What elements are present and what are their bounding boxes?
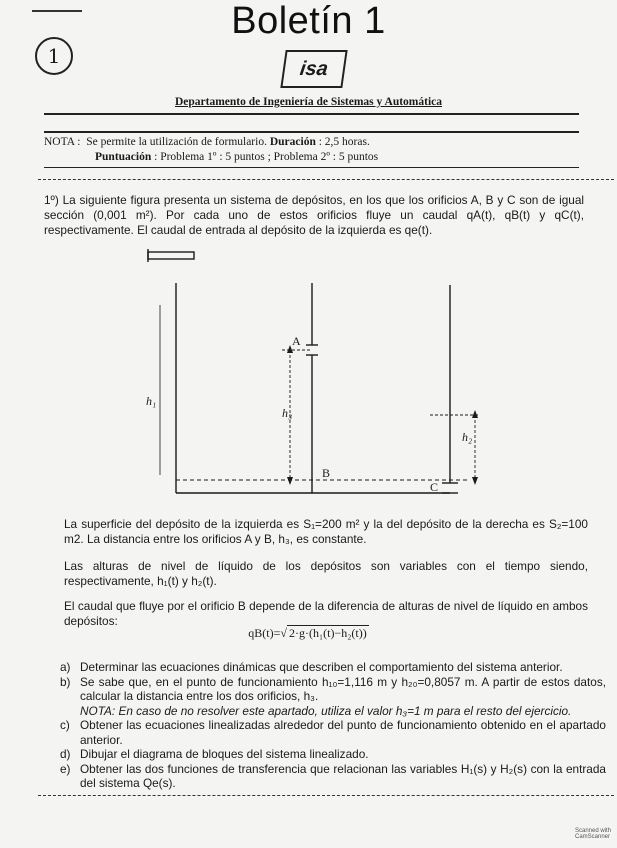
task-label: c) xyxy=(60,718,70,732)
score-label: Puntuación xyxy=(95,151,152,163)
list-item xyxy=(60,762,606,791)
problem-number-circle: 1 xyxy=(35,37,73,75)
label-c: C xyxy=(430,480,439,494)
duration-value: : 2,5 horas. xyxy=(318,136,370,148)
task-text: Determinar las ecuaciones dinámicas que describen el comportamiento del sistema anterior. xyxy=(80,660,563,674)
task-label: b) xyxy=(60,674,71,689)
scanner-watermark: Scanned with CamScanner xyxy=(575,828,612,840)
score-value: : Problema 1º : 5 puntos ; Problema 2º : 5 puntos xyxy=(154,151,379,163)
task-text: Se sabe que, en el punto de funcionamiento h₁₀=1,116 m y h₂₀=0,8057 m. A partir de estos datos, calcular la distancia entre los dos orificios, h₃. xyxy=(80,674,606,703)
duration-label: Duración xyxy=(269,136,316,148)
formula-sqrt: 2·g·(h₁(t)−h₂(t)) xyxy=(288,626,367,640)
note-label: NOTA : xyxy=(44,136,81,148)
list-item xyxy=(60,675,606,704)
label-h3: h₃ xyxy=(282,406,293,420)
list-item xyxy=(60,660,606,675)
inlet-pipe xyxy=(148,252,194,259)
task-text: NOTA: En caso de no resolver este apartado, utiliza el valor h₃=1 m para el resto del ejercicio. xyxy=(80,703,572,718)
list-item xyxy=(60,704,606,719)
task-label: a) xyxy=(60,660,71,674)
divider xyxy=(44,167,579,168)
label-b: B xyxy=(322,466,331,480)
isa-logo: isa xyxy=(280,50,347,88)
divider xyxy=(44,113,579,115)
divider xyxy=(44,131,579,133)
task-label: e) xyxy=(60,761,71,776)
label-a: A xyxy=(292,334,301,348)
list-item xyxy=(60,747,606,762)
page-title: Boletín 1 xyxy=(231,0,386,42)
formula-left: qB(t)= xyxy=(248,626,281,640)
levels-paragraph: Las alturas de nivel de líquido de los depósitos son variables con el tiempo siendo, respectivamente, h₁(t) y h₂(t). xyxy=(64,559,588,588)
department-heading: Departamento de Ingeniería de Sistemas y Automática xyxy=(174,96,443,108)
dashed-divider xyxy=(38,795,614,796)
task-text: Obtener las ecuaciones linealizadas alrededor del punto de funcionamiento obtenido en el apartado anterior. xyxy=(80,718,606,747)
problem-intro: 1º) La siguiente figura presenta un sistema de depósitos, en los que los orificios A, B y C son de igual sección (0,001 m²). Por cada uno de estos orificios fluye un caudal qA(t), qB(t) y qC(t), respectivamente. El caudal de entrada al depósito de la izquierda es qe(t). xyxy=(44,193,584,237)
list-item xyxy=(60,718,606,747)
label-h1: h₁ xyxy=(146,394,157,408)
surface-paragraph: La superficie del depósito de la izquierda es S₁=200 m² y la del depósito de la derecha es S₂=100 m2. La distancia entre los orificios A y B, h₃, es constante. xyxy=(64,517,588,546)
task-text: Obtener las dos funciones de transferencia que relacionan las variables H₁(s) y H₂(s) con la entrada del sistema Qe(s). xyxy=(80,761,606,790)
task-list xyxy=(60,660,606,791)
label-h2: h₂ xyxy=(462,430,473,444)
tank-system-diagram xyxy=(140,245,480,505)
task-label: d) xyxy=(60,747,71,761)
flow-paragraph: El caudal que fluye por el orificio B depende de la diferencia de alturas de nivel de líquido en ambos depósitos: xyxy=(64,599,588,628)
dashed-divider xyxy=(38,179,614,180)
task-text: Dibujar el diagrama de bloques del sistema linealizado. xyxy=(80,747,369,761)
exam-note xyxy=(44,135,378,165)
note-line1: Se permite la utilización de formulario. xyxy=(86,136,267,148)
task-label xyxy=(60,704,80,719)
flow-formula: qB(t)=√ 2·g·(h₁(t)−h₂(t)) xyxy=(248,626,367,640)
